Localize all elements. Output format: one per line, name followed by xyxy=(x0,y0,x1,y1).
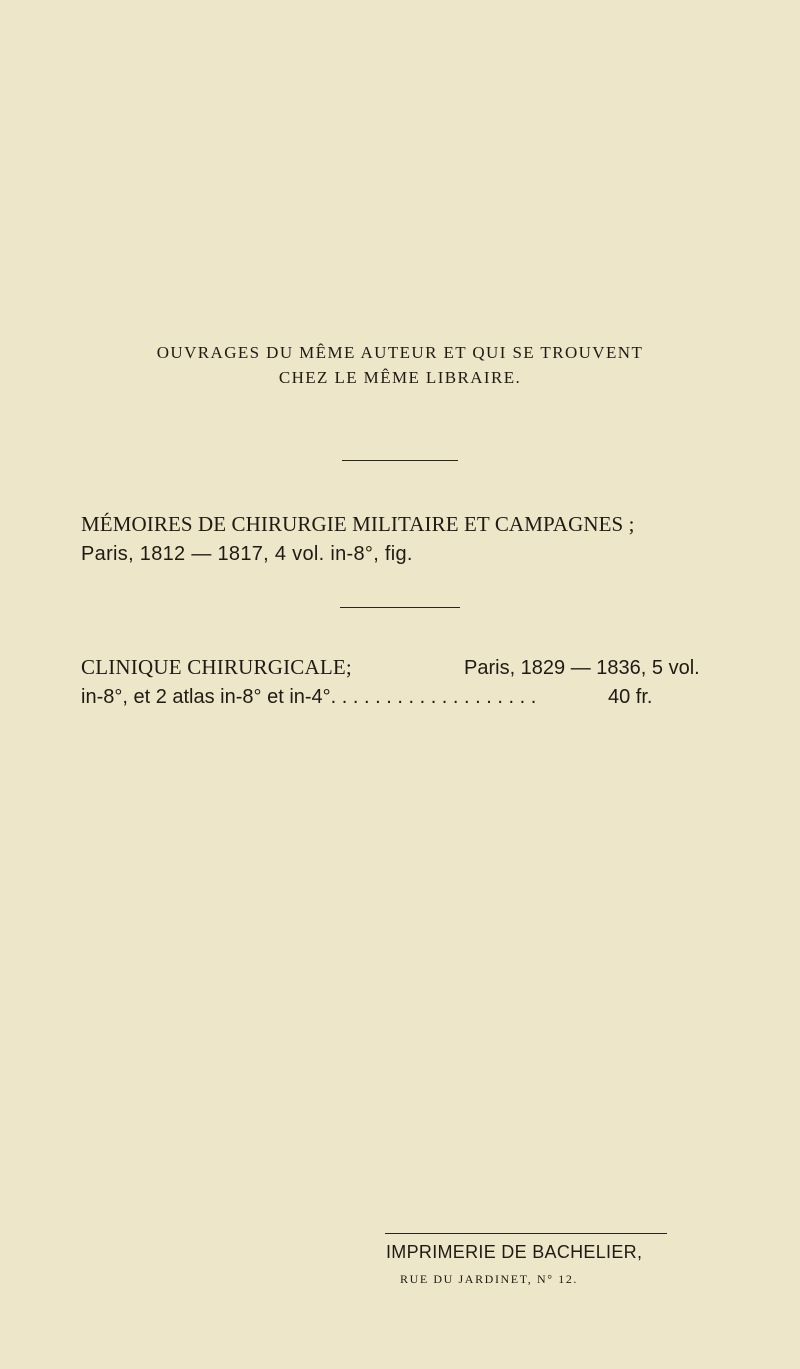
entry-title-clinique: CLINIQUE CHIRURGICALE; xyxy=(81,655,352,679)
imprint-name: IMPRIMERIE DE BACHELIER, xyxy=(386,1242,643,1262)
imprint-rule xyxy=(385,1233,667,1234)
entry-details-memoires: Paris, 1812 — 1817, 4 vol. in-8°, fig. xyxy=(81,543,413,565)
heading-line-2: CHEZ LE MÊME LIBRAIRE. xyxy=(278,368,522,387)
entry-details-clinique-line-2: in-8°, et 2 atlas in-8° et in-4°. . . . . . . . . . . . . . . . . . . xyxy=(81,686,537,708)
entry-details-clinique-line-1: Paris, 1829 — 1836, 5 vol. xyxy=(464,657,700,679)
heading-line-1: OUVRAGES DU MÊME AUTEUR ET QUI SE TROUVENT xyxy=(156,343,644,362)
imprint-address: RUE DU JARDINET, N° 12. xyxy=(400,1272,579,1286)
separator-rule xyxy=(340,607,460,608)
separator-rule xyxy=(342,460,458,461)
entry-title-memoires: MÉMOIRES DE CHIRURGIE MILITAIRE ET CAMPAGNES ; xyxy=(81,512,635,536)
entry-price-clinique: 40 fr. xyxy=(608,686,653,708)
